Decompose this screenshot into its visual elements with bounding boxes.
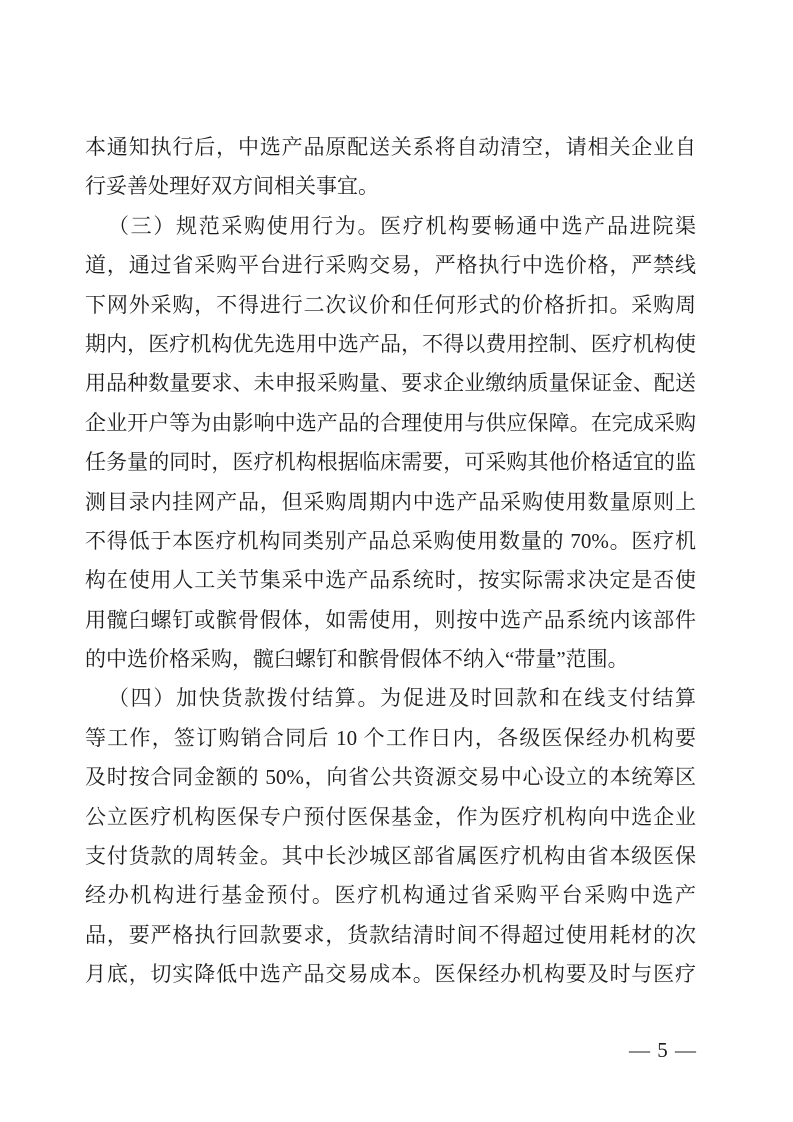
text-line: 构在使用人工关节集采中选产品系统时，按实际需求决定是否使 [85, 568, 696, 593]
text-line section-heading-line: （三）规范采购使用行为。医疗机构要畅通中选产品进院渠 [108, 213, 696, 238]
text-line: 下网外采购，不得进行二次议价和任何形式的价格折扣。采购周 [85, 292, 696, 317]
text-line: 道，通过省采购平台进行采购交易，严格执行中选价格，严禁线 [85, 253, 696, 278]
paragraph-continuation [85, 128, 696, 207]
text-line: 公立医疗机构医保专户预付医保基金，作为医疗机构向中选企业 [85, 804, 696, 829]
text-line: 不得低于本医疗机构同类别产品总采购使用数量的 70%。医疗机 [85, 528, 696, 553]
text-line: 品，要严格执行回款要求，货款结清时间不得超过使用耗材的次 [85, 922, 696, 947]
text-line: 用品种数量要求、未申报采购量、要求企业缴纳质量保证金、配送 [85, 371, 696, 396]
text-line: 企业开户等为由影响中选产品的合理使用与供应保障。在完成采购 [85, 410, 696, 435]
text-line: 行妥善处理好双方间相关事宜。 [85, 174, 379, 199]
text-line: 期内，医疗机构优先选用中选产品，不得以费用控制、医疗机构使 [85, 331, 696, 356]
document-body [85, 128, 696, 995]
text-line: 本通知执行后，中选产品原配送关系将自动清空，请相关企业自 [85, 135, 696, 159]
text-line: 月底，切实降低中选产品交易成本。医保经办机构要及时与医疗 [85, 962, 696, 987]
paragraph-section-three [85, 207, 696, 680]
paragraph-section-four [85, 679, 696, 994]
text-line: 经办机构进行基金预付。医疗机构通过省采购平台采购中选产 [85, 883, 696, 908]
text-line: 用髋臼螺钉或髌骨假体，如需使用，则按中选产品系统内该部件 [85, 607, 696, 632]
text-line: 任务量的同时，医疗机构根据临床需要，可采购其他价格适宜的监 [85, 450, 696, 475]
text-line: 及时按合同金额的 50%，向省公共资源交易中心设立的本统筹区 [85, 765, 696, 790]
text-line section-heading-line: （四）加快货款拨付结算。为促进及时回款和在线支付结算 [108, 686, 696, 711]
text-line: 的中选价格采购，髋臼螺钉和髌骨假体不纳入“带量”范围。 [85, 647, 629, 672]
page-number: — 5 — [629, 1038, 697, 1062]
text-line: 支付货款的周转金。其中长沙城区部省属医疗机构由省本级医保 [85, 844, 696, 869]
text-line: 等工作，签订购销合同后 10 个工作日内，各级医保经办机构要 [85, 725, 696, 750]
text-line: 测目录内挂网产品，但采购周期内中选产品采购使用数量原则上 [85, 489, 696, 514]
